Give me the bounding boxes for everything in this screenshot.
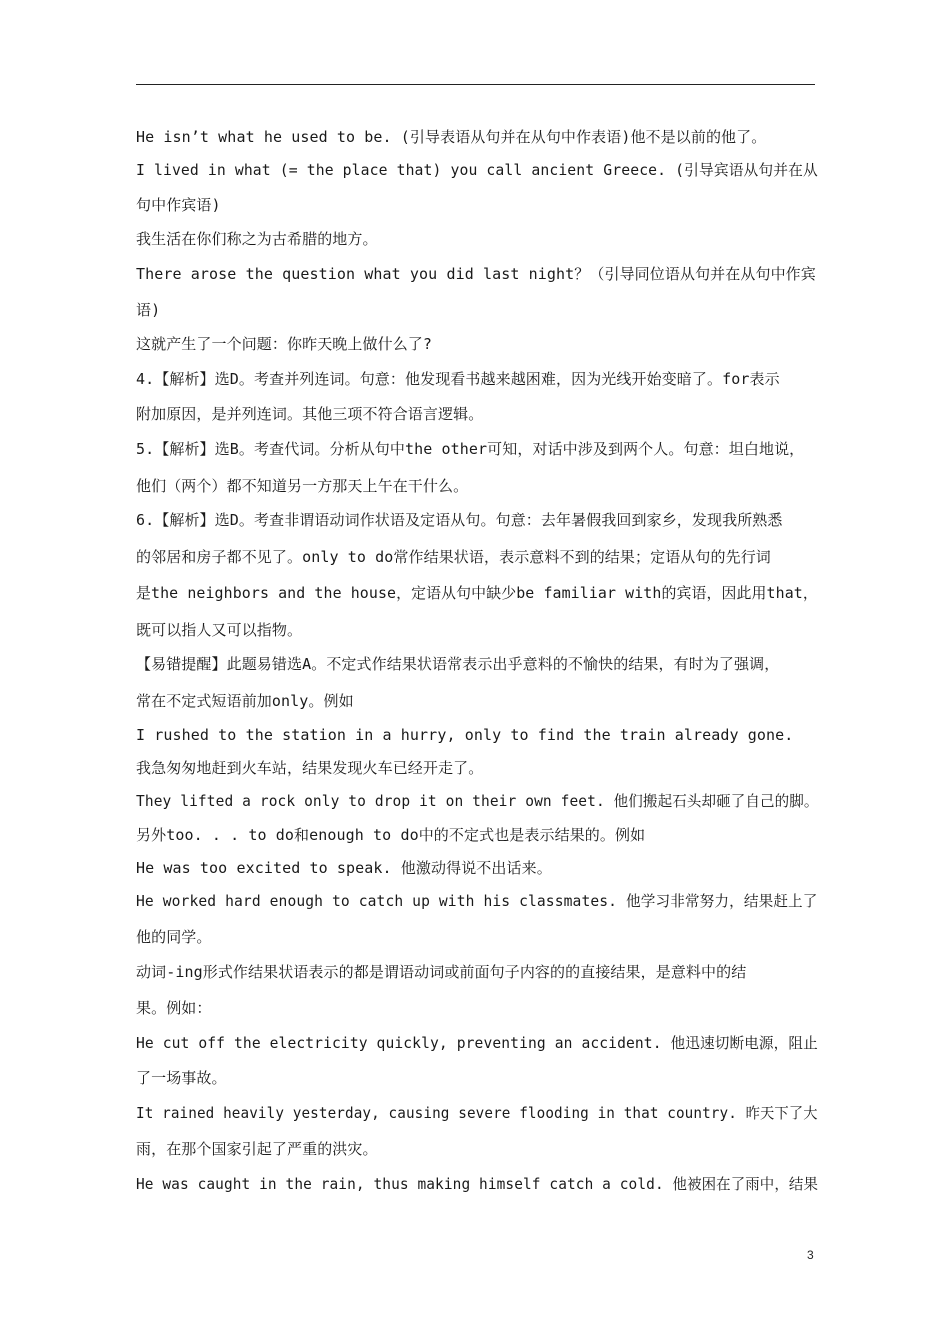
text-line: 他的同学。 (136, 928, 212, 946)
text-line: 这就产生了一个问题：你昨天晚上做什么了? (136, 335, 433, 353)
text-line: He cut off the electricity quickly, preventing an accident. 他迅速切断电源，阻止 (136, 1034, 818, 1052)
text-line: 【易错提醒】此题易错选A。不定式作结果状语常表示出乎意料的不愉快的结果，有时为了强调， (136, 655, 780, 673)
text-line: It rained heavily yesterday, causing severe flooding in that country. 昨天下了大 (136, 1104, 818, 1122)
text-line: They lifted a rock only to drop it on their own feet. 他们搬起石头却砸了自己的脚。 (136, 792, 819, 810)
text-line: 的邻居和房子都不见了。only to do常作结果状语，表示意料不到的结果；定语从句的先行词 (136, 548, 771, 566)
page-number: 3 (807, 1248, 814, 1262)
text-line: He worked hard enough to catch up with his classmates. 他学习非常努力，结果赶上了 (136, 892, 818, 910)
text-line: 附加原因，是并列连词。其他三项不符合语言逻辑。 (136, 405, 484, 423)
text-line: I lived in what (= the place that) you call ancient Greece. (引导宾语从句并在从 (136, 161, 818, 179)
text-line: I rushed to the station in a hurry, only to find the train already gone. (136, 726, 794, 744)
text-line: 4.【解析】选D。考查并列连词。句意：他发现看书越来越困难，因为光线开始变暗了。for表示 (136, 370, 780, 388)
text-line: 句中作宾语) (136, 196, 221, 214)
text-line: 常在不定式短语前加only。例如 (136, 692, 354, 710)
text-line: 6.【解析】选D。考查非谓语动词作状语及定语从句。句意：去年暑假我回到家乡，发现我所熟悉 (136, 511, 783, 529)
header-rule (136, 84, 815, 85)
text-line: He was caught in the rain, thus making himself catch a cold. 他被困在了雨中，结果 (136, 1175, 819, 1193)
text-line: 他们（两个）都不知道另一方那天上午在干什么。 (136, 477, 469, 495)
text-line: He isn’t what he used to be. (引导表语从句并在从句中作表语)他不是以前的他了。 (136, 128, 767, 146)
text-line: 动词-ing形式作结果状语表示的都是谓语动词或前面句子内容的的直接结果，是意料中的结 (136, 963, 747, 981)
text-line: 雨，在那个国家引起了严重的洪灾。 (136, 1140, 378, 1158)
text-line: 了一场事故。 (136, 1069, 227, 1087)
text-line: 是the neighbors and the house，定语从句中缺少be familiar with的宾语，因此用that， (136, 584, 818, 602)
text-line: 我生活在你们称之为古希腊的地方。 (136, 230, 378, 248)
text-line: 语) (136, 301, 161, 319)
text-line: 既可以指人又可以指物。 (136, 621, 303, 639)
text-line: He was too excited to speak. 他激动得说不出话来。 (136, 859, 552, 877)
text-line: 另外too. . . to do和enough to do中的不定式也是表示结果的。例如 (136, 826, 646, 844)
text-line: 我急匆匆地赶到火车站，结果发现火车已经开走了。 (136, 759, 484, 777)
text-line: 果。例如： (136, 999, 212, 1017)
text-line: 5.【解析】选B。考查代词。分析从句中the other可知，对话中涉及到两个人。句意：坦白地说， (136, 440, 805, 458)
text-line: There arose the question what you did last night？（引导同位语从句并在从句中作宾 (136, 265, 816, 283)
